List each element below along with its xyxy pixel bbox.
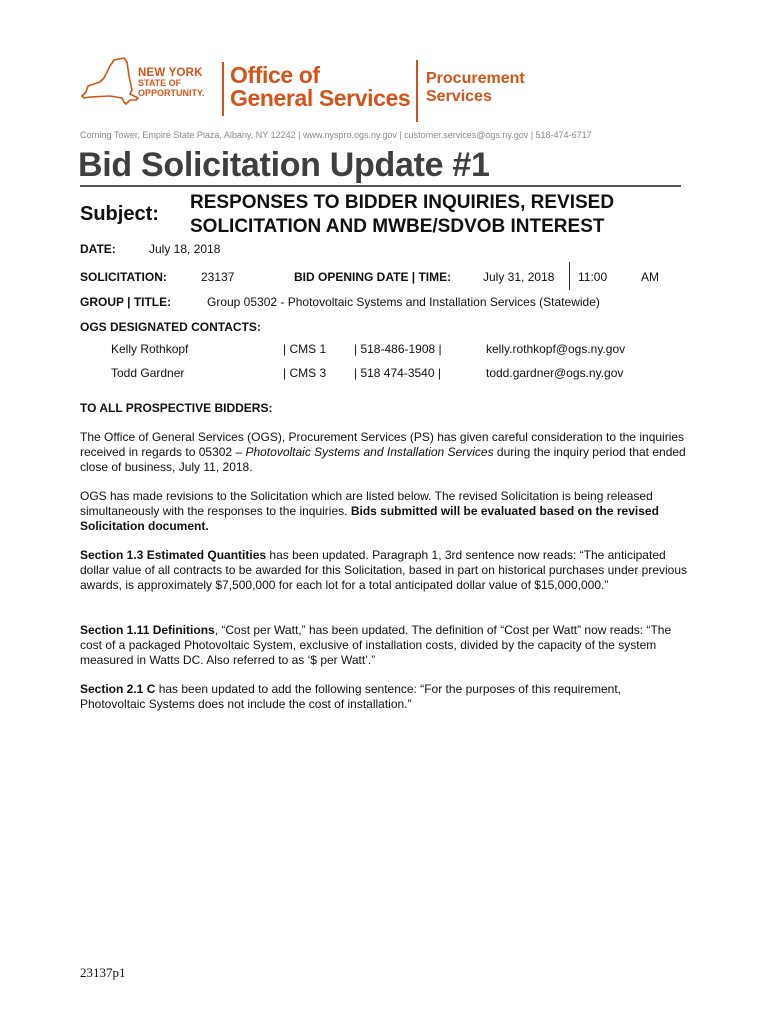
letterhead-logo bbox=[80, 56, 550, 126]
contact-phone: | 518 474-3540 | bbox=[354, 366, 441, 380]
ny-logo-line: NEW YORK bbox=[138, 67, 203, 79]
ny-state-of-opportunity-logo bbox=[138, 68, 205, 98]
subject-text bbox=[190, 191, 670, 239]
contact-name: Todd Gardner bbox=[111, 366, 185, 380]
group-title-label: GROUP | TITLE: bbox=[80, 295, 172, 309]
paragraph-text: has been updated to add the following sentence: “For the purposes of this requirement, Photovoltaic Systems does not include the cost of installation.” bbox=[80, 682, 621, 712]
paragraph-text: The Office of General Services (OGS), Procurement Services (PS) has given careful consideration to the inquiries received in regards to 05302 – bbox=[80, 430, 685, 460]
ogs-logo-line: General Services bbox=[230, 85, 411, 111]
contact-email[interactable]: todd.gardner@ogs.ny.gov bbox=[486, 366, 624, 380]
section-heading: Section 1.11 Definitions bbox=[80, 623, 215, 637]
procurement-logo-line: Services bbox=[426, 88, 492, 105]
contact-cms: | CMS 3 bbox=[283, 366, 327, 380]
paragraph-text: has been updated. Paragraph 1, 3rd sentence now reads: “The anticipated dollar value of all contracts to be awarded for this Solicitation, based in part on historical purchases under previous awards, is approximately $7,500,000 for each lot for a total anticipated dollar value of $15,000,000.” bbox=[80, 548, 688, 593]
paragraph-text: during the inquiry period that ended close of business, July 11, 2018. bbox=[80, 445, 686, 475]
ogs-logo-text bbox=[230, 64, 410, 110]
logo-divider bbox=[416, 60, 418, 122]
section-heading: Section 2.1 C bbox=[80, 682, 156, 696]
ogs-logo-line: Office of bbox=[230, 62, 320, 88]
document-title: Bid Solicitation Update #1 bbox=[78, 146, 490, 184]
paragraph-section-1-3 bbox=[80, 548, 688, 594]
subject-label: Subject: bbox=[80, 203, 159, 225]
paragraph-italic-text: Photovoltaic Systems and Installation Services bbox=[245, 445, 494, 460]
solicitation-number: 23137 bbox=[201, 270, 235, 284]
paragraph-inquiries bbox=[80, 430, 688, 476]
contacts-label: OGS DESIGNATED CONTACTS: bbox=[80, 320, 261, 334]
title-underline bbox=[80, 185, 681, 187]
paragraph-section-2-1c bbox=[80, 682, 688, 712]
contact-info-line: Corning Tower, Empire State Plaza, Albany, NY 12242 | www.nyspro.ogs.ny.gov | customer.services@ogs.ny.gov | 518-474-6717 bbox=[80, 130, 592, 140]
bid-opening-ampm: AM bbox=[641, 270, 659, 284]
bid-opening-time: 11:00 bbox=[578, 270, 608, 284]
group-title-value: Group 05302 - Photovoltaic Systems and Installation Services (Statewide) bbox=[207, 295, 600, 309]
page-footer-id: 23137p1 bbox=[80, 965, 126, 980]
contact-cms: | CMS 1 bbox=[283, 342, 327, 356]
paragraph-text: OGS has made revisions to the Solicitation which are listed below. The revised Solicitation is being released simultaneously with the responses to the inquiries. bbox=[80, 489, 653, 519]
ny-logo-line: STATE OF bbox=[138, 78, 182, 88]
date-time-divider bbox=[569, 262, 570, 290]
logo-divider bbox=[222, 62, 224, 116]
procurement-logo-line: Procurement bbox=[426, 70, 525, 87]
bid-opening-date: July 31, 2018 bbox=[483, 270, 555, 284]
solicitation-label: SOLICITATION: bbox=[80, 270, 167, 284]
date-value: July 18, 2018 bbox=[149, 242, 221, 256]
subject-line: RESPONSES TO BIDDER INQUIRIES, REVISED bbox=[190, 192, 615, 213]
section-heading: Section 1.3 Estimated Quantities bbox=[80, 548, 267, 562]
contact-email[interactable]: kelly.rothkopf@ogs.ny.gov bbox=[486, 342, 626, 356]
paragraph-bold-text: Bids submitted will be evaluated based on the revised Solicitation document. bbox=[80, 504, 659, 534]
procurement-services-logo-text bbox=[426, 70, 525, 106]
salutation: TO ALL PROSPECTIVE BIDDERS: bbox=[80, 401, 273, 415]
ny-logo-line: OPPORTUNITY. bbox=[138, 88, 205, 98]
subject-line: SOLICITATION AND MWBE/SDVOB INTEREST bbox=[190, 216, 605, 237]
contact-name: Kelly Rothkopf bbox=[111, 342, 189, 356]
bid-opening-label: BID OPENING DATE | TIME: bbox=[294, 270, 452, 284]
paragraph-revisions bbox=[80, 489, 688, 535]
paragraph-text: , “Cost per Watt,” has been updated. The definition of “Cost per Watt” now reads: “The cost of a packaged Photovoltaic System, exclusive of installation costs, divided by the capacity of the system measured in Watts DC. Also referred to as ‘$ per Watt’.” bbox=[80, 623, 672, 668]
paragraph-section-1-11 bbox=[80, 623, 688, 669]
new-york-state-outline-icon bbox=[80, 56, 140, 114]
contact-phone: | 518-486-1908 | bbox=[354, 342, 442, 356]
date-label: DATE: bbox=[80, 242, 116, 256]
